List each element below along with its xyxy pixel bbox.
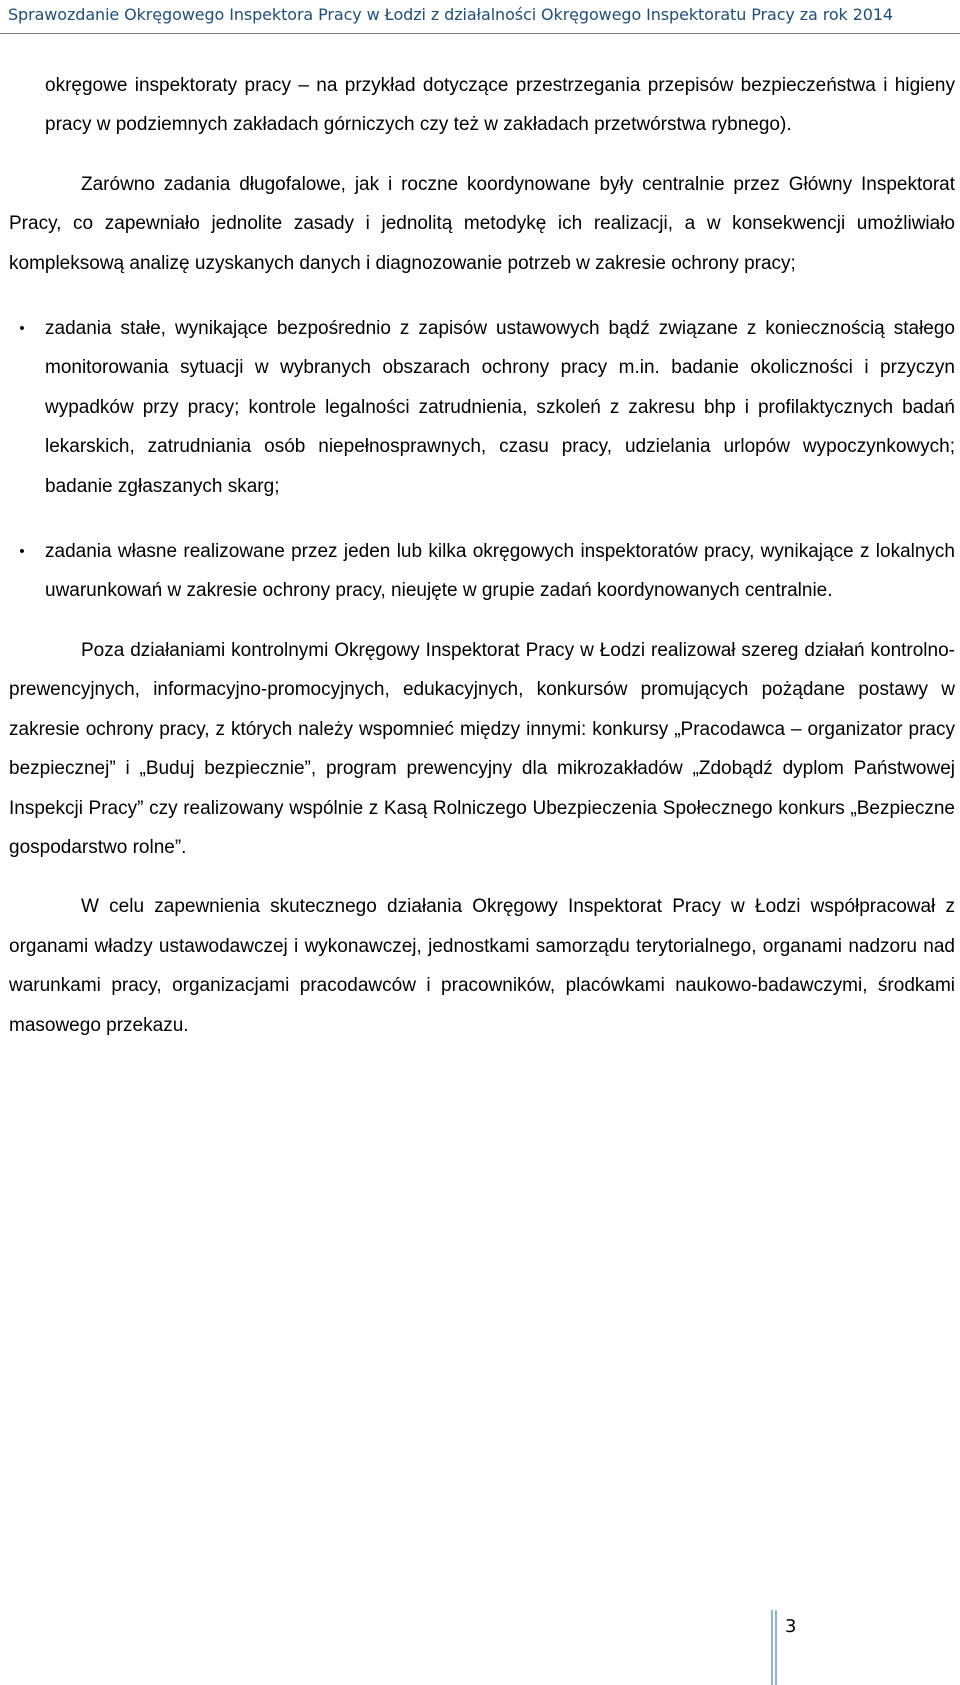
bullet-item-permanent-tasks: [9, 309, 955, 506]
page-number: 3: [785, 1616, 797, 1637]
paragraph-cooperation: W celu zapewnienia skutecznego działania Okręgowy Inspektorat Pracy w Łodzi współpracował z organami władzy ustawodawczej i wykonawczej, jednostkami samorządu terytorialnego, organami nadzoru nad warunkami pracy, organizacjami pracodawców i pracowników, placówkami naukowo-badawczymi, środkami masowego przekazu.: [9, 896, 955, 1036]
bullet-icon: •: [19, 543, 25, 561]
bullet-icon: •: [19, 320, 25, 338]
bullet-item-own-tasks: [9, 532, 955, 611]
page-number-block: [771, 1610, 851, 1685]
page-rule-line: [771, 1610, 773, 1685]
bullet-text: zadania stałe, wynikające bezpośrednio z zapisów ustawowych bądź związane z koniecznością stałego monitorowania sytuacji w wybranych obszarach ochrony pracy m.in. badanie okoliczności i przyczyn wypadków przy pracy; kontrole legalności zatrudnienia, szkoleń z zakresu bhp i profilaktycznych badań lekarskich, zatrudniania osób niepełnosprawnych, czasu pracy, udzielania urlopów wypoczynkowych; badanie zgłaszanych skarg;: [45, 318, 955, 497]
paragraph-continuation: okręgowe inspektoraty pracy – na przykład dotyczące przestrzegania przepisów bezpieczeństwa i higieny pracy w podziemnych zakładach górniczych czy też w zakładach przetwórstwa rybnego).: [45, 75, 955, 136]
page-rule-line: [775, 1610, 777, 1685]
running-header: [0, 0, 960, 34]
bullet-text: zadania własne realizowane przez jeden lub kilka okręgowych inspektoratów pracy, wynikające z lokalnych uwarunkowań w zakresie ochrony pracy, nieujęte w grupie zadań koordynowanych centralnie.: [45, 541, 955, 602]
paragraph-coordination: Zarówno zadania długofalowe, jak i roczne koordynowane były centralnie przez Główny Inspektorat Pracy, co zapewniało jednolite zasady i jednolitą metodykę ich realizacji, a w konsekwencji umożliwiało kompleksową analizę uzyskanych danych i diagnozowanie potrzeb w zakresie ochrony pracy;: [9, 173, 955, 274]
header-title: Sprawozdanie Okręgowego Inspektora Pracy w Łodzi z działalności Okręgowego Inspektoratu Pracy za rok 2014: [8, 5, 894, 24]
paragraph-prevention-activities: Poza działaniami kontrolnymi Okręgowy Inspektorat Pracy w Łodzi realizował szereg działań kontrolno-prewencyjnych, informacyjno-promocyjnych, edukacyjnych, konkursów promujących pożądane postawy w zakresie ochrony pracy, z których należy wspomnieć między innymi: konkursy „Pracodawca – organizator pracy bezpiecznej” i „Buduj bezpiecznie”, program prewencyjny dla mikrozakładów „Zdobądź dyplom Państwowej Inspekcji Pracy” czy realizowany wspólnie z Kasą Rolniczego Ubezpieczenia Społecznego konkurs „Bezpieczne gospodarstwo rolne”.: [9, 639, 955, 858]
document-body: [9, 66, 955, 1045]
